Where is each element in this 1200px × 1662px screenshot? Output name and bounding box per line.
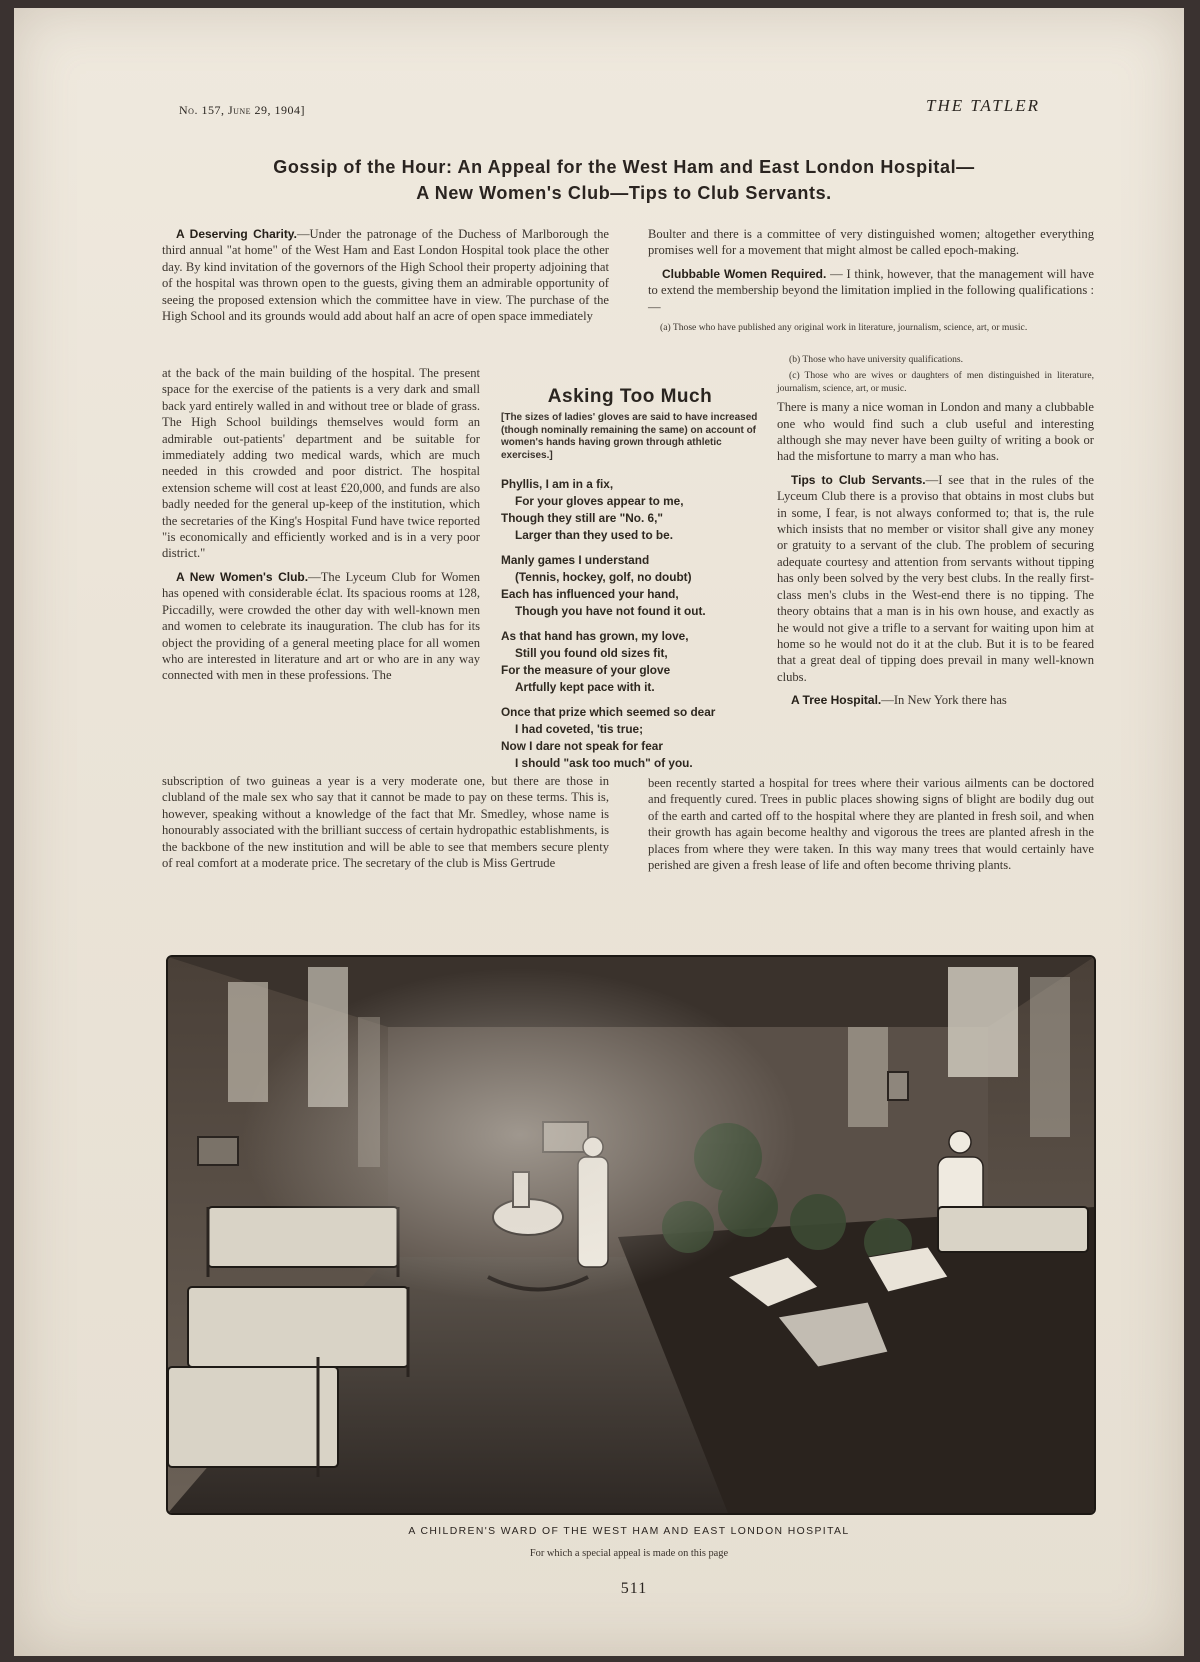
poem-line: Now I dare not speak for fear	[501, 739, 663, 753]
paragraph-text: — I think, however, that the management will have to extend the membership beyond the limitation implied in the following qualifications :—	[648, 266, 1095, 314]
page-number: 511	[620, 1580, 648, 1597]
poem-line: Larger than they used to be.	[515, 528, 673, 542]
run-in-heading: Clubbable Women Required.	[662, 266, 827, 281]
poem-note: [The sizes of ladies' gloves are said to have increased (though nominally remaining the same) on account of women's hands having grown through athletic exercises.]	[501, 412, 758, 461]
magazine-title: THE TATLER	[926, 96, 1040, 115]
run-in-heading: A Tree Hospital.	[791, 693, 882, 708]
poem-line: For the measure of your glove	[501, 663, 671, 677]
poem-line: Though you have not found it out.	[515, 604, 706, 618]
poem-line: Each has influenced your hand,	[501, 587, 679, 601]
poem-stanza	[501, 476, 771, 544]
poem-stanza	[501, 628, 771, 696]
poem-line: For your gloves appear to me,	[515, 494, 684, 508]
article-club-qualifications	[648, 226, 1094, 338]
qualification-b: (b) Those who have university qualifications.	[789, 354, 964, 365]
issue-line: No. 157, June 29, 1904]	[179, 103, 306, 117]
poem-title: Asking Too Much	[547, 386, 713, 407]
poem-line: Phyllis, I am in a fix,	[501, 477, 614, 491]
poem-stanza	[501, 704, 771, 772]
paragraph-text: at the back of the main building of the hospital. The present space for the exercise of the patients is a very dark and small back yard entirely walled in and without tree or blade of grass. The High School buildings themselves would form an admirable out-patients' department and be suitable for immediately adding two medical wards, which are much needed in this crowded and poor district. The hospital extension scheme will cost at least £20,000, and funds are also badly needed for the general up-keep of the institution, which the secretaries of the King's Hospital Fund have twice reported "is economically and efficiently worked and is in a very poor district."	[162, 366, 480, 561]
article-deserving-charity-top	[162, 226, 609, 331]
poem-line: Still you found old sizes fit,	[515, 646, 668, 660]
run-in-heading: A New Women's Club.	[176, 569, 309, 584]
poem-line: I should "ask too much" of you.	[515, 756, 693, 770]
run-in-heading: Tips to Club Servants.	[791, 472, 926, 487]
photo-caption: A CHILDREN'S WARD OF THE WEST HAM AND EAST LONDON HOSPITAL	[408, 1526, 850, 1537]
paragraph-text: There is many a nice woman in London and many a clubbable one who would find such a club useful and interesting although she may never have been guilty of writing a book or had the misfortune to marry a man who has.	[777, 400, 1094, 464]
poem-line: Artfully kept pace with it.	[515, 680, 655, 694]
article-deserving-charity-cont	[162, 365, 480, 691]
paragraph-text: —In New York there has	[881, 693, 1007, 708]
poem-line: I had coveted, 'tis true;	[515, 722, 644, 736]
paragraph-text: —I see that in the rules of the Lyceum Club there is a proviso that obtains in most clubs but in some, I fear, is not always conformed to; that is, the rule which insists that no member or visitor shall give any money or gratuity to a servant of the club. The problem of securing adequate courtesy and attention from servants without tipping has only been solved by the very best clubs. In the really first-class men's clubs in the West-end there is no tipping. The theory obtains that a man is in his own house, and exactly as he would not give a trifle to a servant for waiting upon him at home so he would not do it at the club. But it is to be feared that a great deal of tipping does prevail in many well-known clubs.	[777, 472, 1094, 684]
article-club-servants	[777, 354, 1094, 716]
poem-line: Though they still are "No. 6,"	[501, 511, 663, 525]
paragraph-text: —The Lyceum Club for Women has opened with considerable éclat. Its spacious rooms at 128, Piccadilly, were crowded the other day with well-known men and women to celebrate its inauguration. The club has for its object the providing of a general meeting place for all women who are interested in literature and art or who are in any way connected with men in these professions. The	[162, 569, 481, 683]
page-headline	[154, 154, 1094, 206]
qualifications-list-cont	[777, 354, 1094, 395]
ward-photograph	[166, 955, 1096, 1515]
headline-line-2: A New Women's Club—Tips to Club Servants.	[416, 183, 832, 203]
poem-line: Once that prize which seemed so dear	[501, 705, 716, 719]
poem-line: As that hand has grown, my love,	[501, 629, 689, 643]
poem-stanza	[501, 552, 771, 620]
article-tree-hospital	[648, 775, 1094, 880]
poem-line: Manly games I understand	[501, 553, 650, 567]
paragraph-text: Boulter and there is a committee of very distinguished women; altogether everything promises well for a movement that might almost be called epoch-making.	[648, 227, 1094, 258]
paragraph-text: been recently started a hospital for trees where their various ailments can be doctored and frequently cured. Trees in public places showing signs of blight are bodily dug out of the earth and carted off to the hospital where they are planted in fresh soil, and when their growth has again become healthy and vigorous the trees are planted afresh in the places from where they were taken. In this way many trees that would certainly have perished are given a fresh lease of life and often become thriving plants.	[648, 776, 1094, 873]
paragraph-text: subscription of two guineas a year is a very moderate one, but there are those in clubland of the male sex who say that it cannot be made to pay on these terms. This is, however, speaking without a knowledge of the fact that Mr. Smedley, whose name is honourably associated with the brilliant success of certain hydropathic establishments, is the backbone of the new institution and will be able to see that members secure plenty of real comfort at a moderate price. The secretary of the club is Miss Gertrude	[162, 774, 609, 871]
ward-photo-illustration	[168, 957, 1094, 1513]
headline-line-1: Gossip of the Hour: An Appeal for the West Ham and East London Hospital—	[273, 157, 975, 177]
qualification-a: (a) Those who have published any original work in literature, journalism, science, art, or music.	[660, 322, 1028, 334]
article-new-club-cont	[162, 773, 609, 878]
paragraph-text: —Under the patronage of the Duchess of Marlborough the third annual "at home" of the West Ham and East London Hospital took place the other day. By kind invitation of the governors of the High School their property adjoining that of the hospital was thrown open to the guests, giving them an admirable opportunity of seeing the proposed extension which the committee have in view. The purchase of the High School and its grounds would add about half an acre of open space immediately	[162, 227, 610, 324]
qualification-c: (c) Those who are wives or daughters of men distinguished in literature, journalism, science, art, or music.	[777, 370, 1094, 394]
qualifications-list	[648, 322, 1094, 334]
photo-subcaption: For which a special appeal is made on this page	[529, 1548, 729, 1559]
poem-body	[501, 476, 771, 780]
poem-line: (Tennis, hockey, golf, no doubt)	[515, 570, 692, 584]
magazine-page	[14, 8, 1184, 1656]
run-in-heading: A Deserving Charity.	[176, 227, 297, 241]
